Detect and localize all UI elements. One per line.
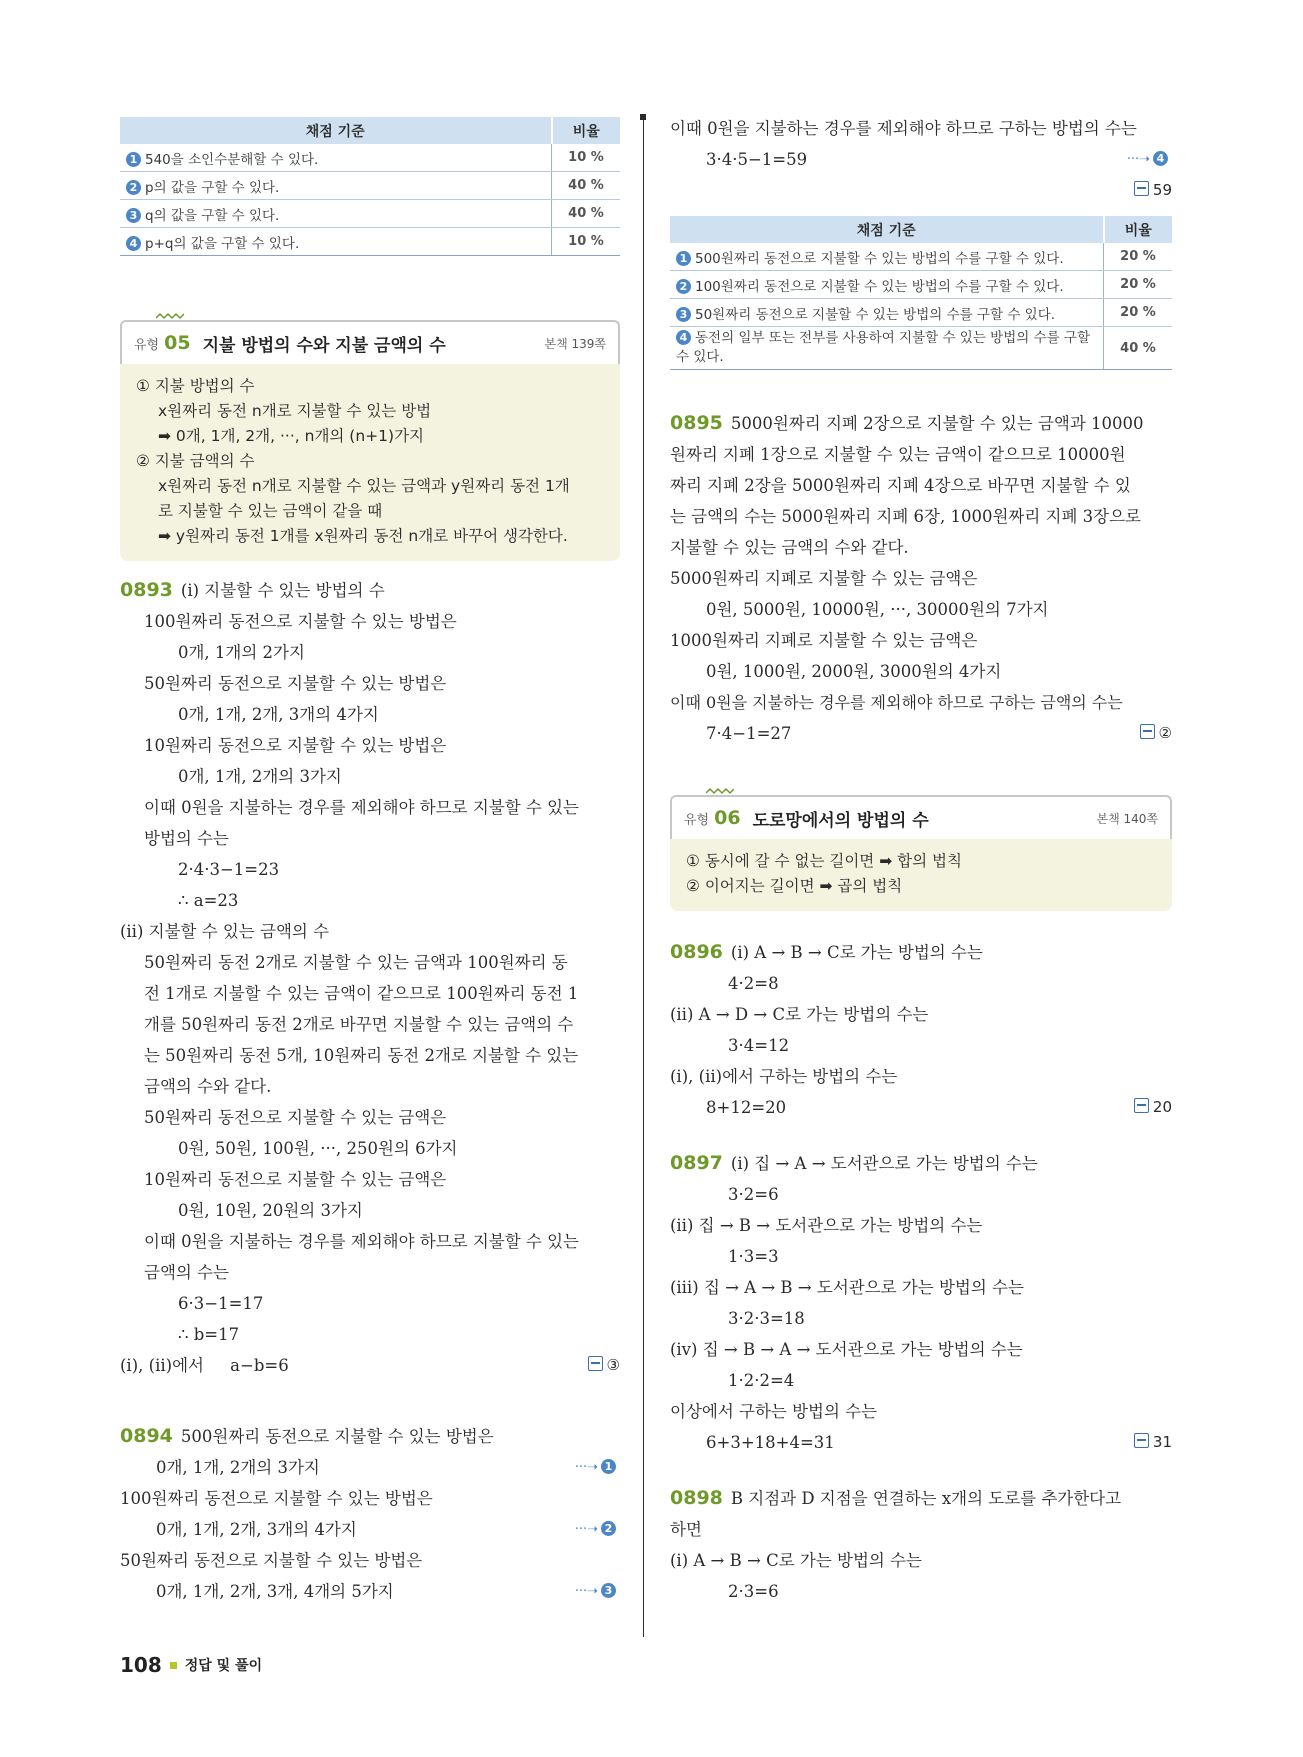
table-row [670,299,1172,327]
solution-line: 짜리 지폐 2장을 5000원짜리 지폐 4장으로 바꾸면 지불할 수 있 [670,476,1131,495]
step-number-icon: 3 [126,208,141,223]
summary-line: ② 이어지는 길이면 ➡ 곱의 법칙 [686,877,903,895]
type-kind-label: 유형 [684,812,710,828]
answer-value: 31 [1152,1433,1172,1451]
solution-line: 50원짜리 동전으로 지불할 수 있는 방법은 [144,674,447,693]
summary-line: ① 지불 방법의 수 [136,377,255,395]
solution-line: 10원짜리 동전으로 지불할 수 있는 금액은 [144,1170,447,1189]
solution-line: (ⅳ) 집 → B → A → 도서관으로 가는 방법의 수는 [670,1340,1023,1359]
solution-line: 이때 0원을 지불하는 경우를 제외해야 하므로 구하는 금액의 수는 [670,693,1123,712]
solution-line: (ⅰ) 지불할 수 있는 방법의 수 [180,581,385,600]
problem-number: 0896 [670,941,723,963]
answer-value: 59 [1152,181,1172,199]
solution-line: 2·4·3−1=23 [178,860,280,879]
criteria-text: p의 값을 구할 수 있다. [145,179,280,196]
step-marker: ···➝ 3 [575,1576,620,1607]
type-reference: 본책 139쪽 [544,336,606,351]
table-row [670,271,1172,299]
solution-0895 [670,408,1172,749]
answer-box-icon [1134,181,1149,196]
step-number-icon: 2 [676,279,691,294]
step-number-icon: 4 [126,236,141,251]
problem-number: 0893 [120,579,173,601]
answer-value: 20 [1152,1098,1172,1116]
solution-line: 지불할 수 있는 금액의 수와 같다. [670,538,909,557]
solution-line: 10원짜리 동전으로 지불할 수 있는 방법은 [144,736,447,755]
answer-mark [1134,1427,1172,1458]
criteria-text: 100원짜리 동전으로 지불할 수 있는 방법의 수를 구할 수 있다. [695,278,1064,295]
problem-number: 0898 [670,1487,723,1509]
solution-line: 방법의 수는 [144,829,229,848]
table-row [120,144,620,172]
ratio-value: 20 % [1104,299,1173,327]
criteria-text: 동전의 일부 또는 전부를 사용하여 지불할 수 있는 방법의 수를 구할 수 있다. [676,330,1091,365]
solution-line: 500원짜리 동전으로 지불할 수 있는 방법은 [180,1427,494,1446]
step-number-icon: 1 [126,152,141,167]
solution-line: 0개, 1개, 2개, 3개의 4가지 [156,1520,357,1539]
answer-box-icon [1140,724,1155,739]
step-number-icon: 4 [676,330,691,345]
summary-line: ➡ y원짜리 동전 1개를 x원짜리 동전 n개로 바꾸어 생각한다. [158,527,568,545]
type-number: 05 [164,332,191,354]
solution-line: 4·2=8 [728,974,779,993]
solution-line: 개를 50원짜리 동전 2개로 바꾸면 지불할 수 있는 금액의 수 [144,1015,574,1034]
solution-line: 이때 0원을 지불하는 경우를 제외해야 하므로 지불할 수 있는 [144,1232,579,1251]
table-row [120,228,620,256]
solution-line: 0개, 1개의 2가지 [178,643,305,662]
scoring-table-1 [120,117,620,256]
solution-line: 6+3+18+4=31 [706,1433,835,1452]
wave-icon [706,786,734,796]
type-06-summary [670,839,1172,911]
solution-0893 [120,575,620,1381]
solution-line: 0원, 5000원, 10000원, ···, 30000원의 7가지 [706,600,1049,619]
type-06-header [670,795,1172,839]
answer-box-icon [1134,1098,1149,1113]
type-title: 지불 방법의 수와 지불 금액의 수 [202,335,446,356]
ratio-value: 40 % [552,200,621,228]
solution-line: 0개, 1개, 2개의 3가지 [156,1458,320,1477]
solution-line: 100원짜리 동전으로 지불할 수 있는 방법은 [144,612,457,631]
solution-line: 3·4=12 [728,1036,790,1055]
scoring-table-2 [670,216,1172,370]
solution-line: 50원짜리 동전으로 지불할 수 있는 금액은 [144,1108,447,1127]
step-number-icon: 3 [601,1583,616,1598]
answer-mark [1134,175,1172,206]
solution-line: 3·2·3=18 [728,1309,805,1328]
answer-value: ③ [606,1356,620,1374]
step-number-icon: 3 [676,307,691,322]
solution-line: 2·3=6 [728,1582,779,1601]
solution-line: 100원짜리 동전으로 지불할 수 있는 방법은 [120,1489,433,1508]
criteria-text: 50원짜리 동전으로 지불할 수 있는 방법의 수를 구할 수 있다. [695,306,1056,323]
table-header-criteria: 채점 기준 [670,216,1104,243]
solution-line: (ⅲ) 집 → A → B → 도서관으로 가는 방법의 수는 [670,1278,1024,1297]
solution-line: 전 1개로 지불할 수 있는 금액이 같으므로 100원짜리 동전 1 [144,984,579,1003]
summary-line: ① 동시에 갈 수 없는 길이면 ➡ 합의 법칙 [686,852,962,870]
solution-line: 1000원짜리 지폐로 지불할 수 있는 금액은 [670,631,978,650]
problem-number: 0894 [120,1425,173,1447]
answer-box-icon [1134,1433,1149,1448]
solution-line: 7·4−1=27 [706,724,792,743]
solution-line: 1·2·2=4 [728,1371,795,1390]
answer-box-icon [588,1356,603,1371]
solution-line: B 지점과 D 지점을 연결하는 x개의 도로를 추가한다고 [730,1489,1122,1508]
ratio-value: 40 % [1104,327,1173,370]
footer-square-icon [170,1662,177,1669]
type-title: 도로망에서의 방법의 수 [752,810,929,831]
solution-line: 0원, 50원, 100원, ···, 250원의 6가지 [178,1139,458,1158]
ratio-value: 20 % [1104,243,1173,271]
solution-line: 6·3−1=17 [178,1294,264,1313]
criteria-text: q의 값을 구할 수 있다. [145,207,280,224]
solution-line: 0원, 10원, 20원의 3가지 [178,1201,363,1220]
criteria-text: 540을 소인수분해할 수 있다. [145,151,319,168]
type-05-summary [120,364,620,561]
solution-line: 5000원짜리 지폐로 지불할 수 있는 금액은 [670,569,978,588]
solution-0894-continued [670,113,1172,206]
column-divider [643,117,644,1637]
solution-line: 8+12=20 [706,1098,787,1117]
solution-line: 원짜리 지폐 1장으로 지불할 수 있는 금액이 같으므로 10000원 [670,445,1126,464]
solution-line: 3·2=6 [728,1185,779,1204]
answer-mark [1134,1092,1172,1123]
solution-line: 금액의 수는 [144,1263,229,1282]
wave-icon [156,311,184,321]
summary-line: ② 지불 금액의 수 [136,452,255,470]
solution-0896 [670,937,1172,1123]
table-header-ratio: 비율 [1104,216,1173,243]
type-number: 06 [714,807,741,829]
left-column [120,117,620,1607]
step-marker: ···➝ 4 [1127,144,1172,175]
footer-title: 정답 및 풀이 [184,1658,263,1674]
type-reference: 본책 140쪽 [1096,811,1158,826]
solution-line: 0개, 1개, 2개의 3가지 [178,767,342,786]
step-number-icon: 2 [601,1521,616,1536]
solution-line: 0개, 1개, 2개, 3개의 4가지 [178,705,379,724]
solution-line: 는 50원짜리 동전 5개, 10원짜리 동전 2개로 지불할 수 있는 [144,1046,579,1065]
solution-line: (ⅰ) A → B → C로 가는 방법의 수는 [670,1551,922,1570]
step-number-icon: 1 [676,251,691,266]
answer-mark [588,1350,620,1381]
solution-line: (ⅰ), (ⅱ)에서 구하는 방법의 수는 [670,1067,898,1086]
step-number-icon: 1 [601,1459,616,1474]
solution-line: 이상에서 구하는 방법의 수는 [670,1402,878,1421]
type-05-box [120,320,620,561]
problem-number: 0895 [670,412,723,434]
step-number-icon: 4 [1153,151,1168,166]
ratio-value: 10 % [552,144,621,172]
solution-line: 0원, 1000원, 2000원, 3000원의 4가지 [706,662,1002,681]
solution-line: 0개, 1개, 2개, 3개, 4개의 5가지 [156,1582,394,1601]
step-number-icon: 2 [126,180,141,195]
solution-line: 는 금액의 수는 5000원짜리 지폐 6장, 1000원짜리 지폐 3장으로 [670,507,1141,526]
summary-line: 로 지불할 수 있는 금액이 같을 때 [158,502,383,520]
solution-line: ∴ a=23 [178,891,239,910]
right-column [670,113,1172,1607]
summary-line: x원짜리 동전 n개로 지불할 수 있는 금액과 y원짜리 동전 1개 [158,477,570,495]
criteria-text: 500원짜리 동전으로 지불할 수 있는 방법의 수를 구할 수 있다. [695,250,1064,267]
type-kind-label: 유형 [134,337,160,353]
table-row [670,327,1172,370]
solution-line: (ⅱ) A → D → C로 가는 방법의 수는 [670,1005,929,1024]
type-06-box [670,795,1172,911]
table-row [120,172,620,200]
solution-line: (ⅰ), (ⅱ)에서 a−b=6 [120,1356,289,1375]
solution-line: 5000원짜리 지폐 2장으로 지불할 수 있는 금액과 10000 [730,414,1144,433]
solution-line: 이때 0원을 지불하는 경우를 제외해야 하므로 지불할 수 있는 [144,798,579,817]
ratio-value: 10 % [552,228,621,256]
page-number: 108 [120,1653,162,1677]
summary-line: x원짜리 동전 n개로 지불할 수 있는 방법 [158,402,432,420]
problem-number: 0897 [670,1152,723,1174]
table-row [670,243,1172,271]
table-header-criteria: 채점 기준 [120,117,552,144]
solution-line: (ⅰ) A → B → C로 가는 방법의 수는 [730,943,983,962]
solution-line: (ⅱ) 지불할 수 있는 금액의 수 [120,922,330,941]
solution-0897 [670,1148,1172,1458]
solution-line: 50원짜리 동전으로 지불할 수 있는 방법은 [120,1551,423,1570]
solution-line: 하면 [670,1520,702,1539]
solution-0898 [670,1483,1172,1607]
solution-line: 1·3=3 [728,1247,779,1266]
solution-line: ∴ b=17 [178,1325,240,1344]
criteria-text: p+q의 값을 구할 수 있다. [145,235,300,252]
table-row [120,200,620,228]
type-05-header [120,320,620,364]
summary-line: ➡ 0개, 1개, 2개, ···, n개의 (n+1)가지 [158,427,425,445]
table-header-ratio: 비율 [552,117,621,144]
page-footer [120,1653,262,1677]
answer-value: ② [1158,724,1172,742]
answer-mark [1140,718,1172,749]
solution-line: 금액의 수와 같다. [144,1077,272,1096]
solution-line: 3·4·5−1=59 [706,150,808,169]
step-marker: ···➝ 1 [575,1452,620,1483]
divider-dot [640,114,646,120]
solution-line: (ⅱ) 집 → B → 도서관으로 가는 방법의 수는 [670,1216,983,1235]
solution-line: (ⅰ) 집 → A → 도서관으로 가는 방법의 수는 [730,1154,1038,1173]
solution-line: 이때 0원을 지불하는 경우를 제외해야 하므로 구하는 방법의 수는 [670,119,1137,138]
ratio-value: 20 % [1104,271,1173,299]
step-marker: ···➝ 2 [575,1514,620,1545]
solution-0894 [120,1421,620,1607]
ratio-value: 40 % [552,172,621,200]
solution-line: 50원짜리 동전 2개로 지불할 수 있는 금액과 100원짜리 동 [144,953,568,972]
